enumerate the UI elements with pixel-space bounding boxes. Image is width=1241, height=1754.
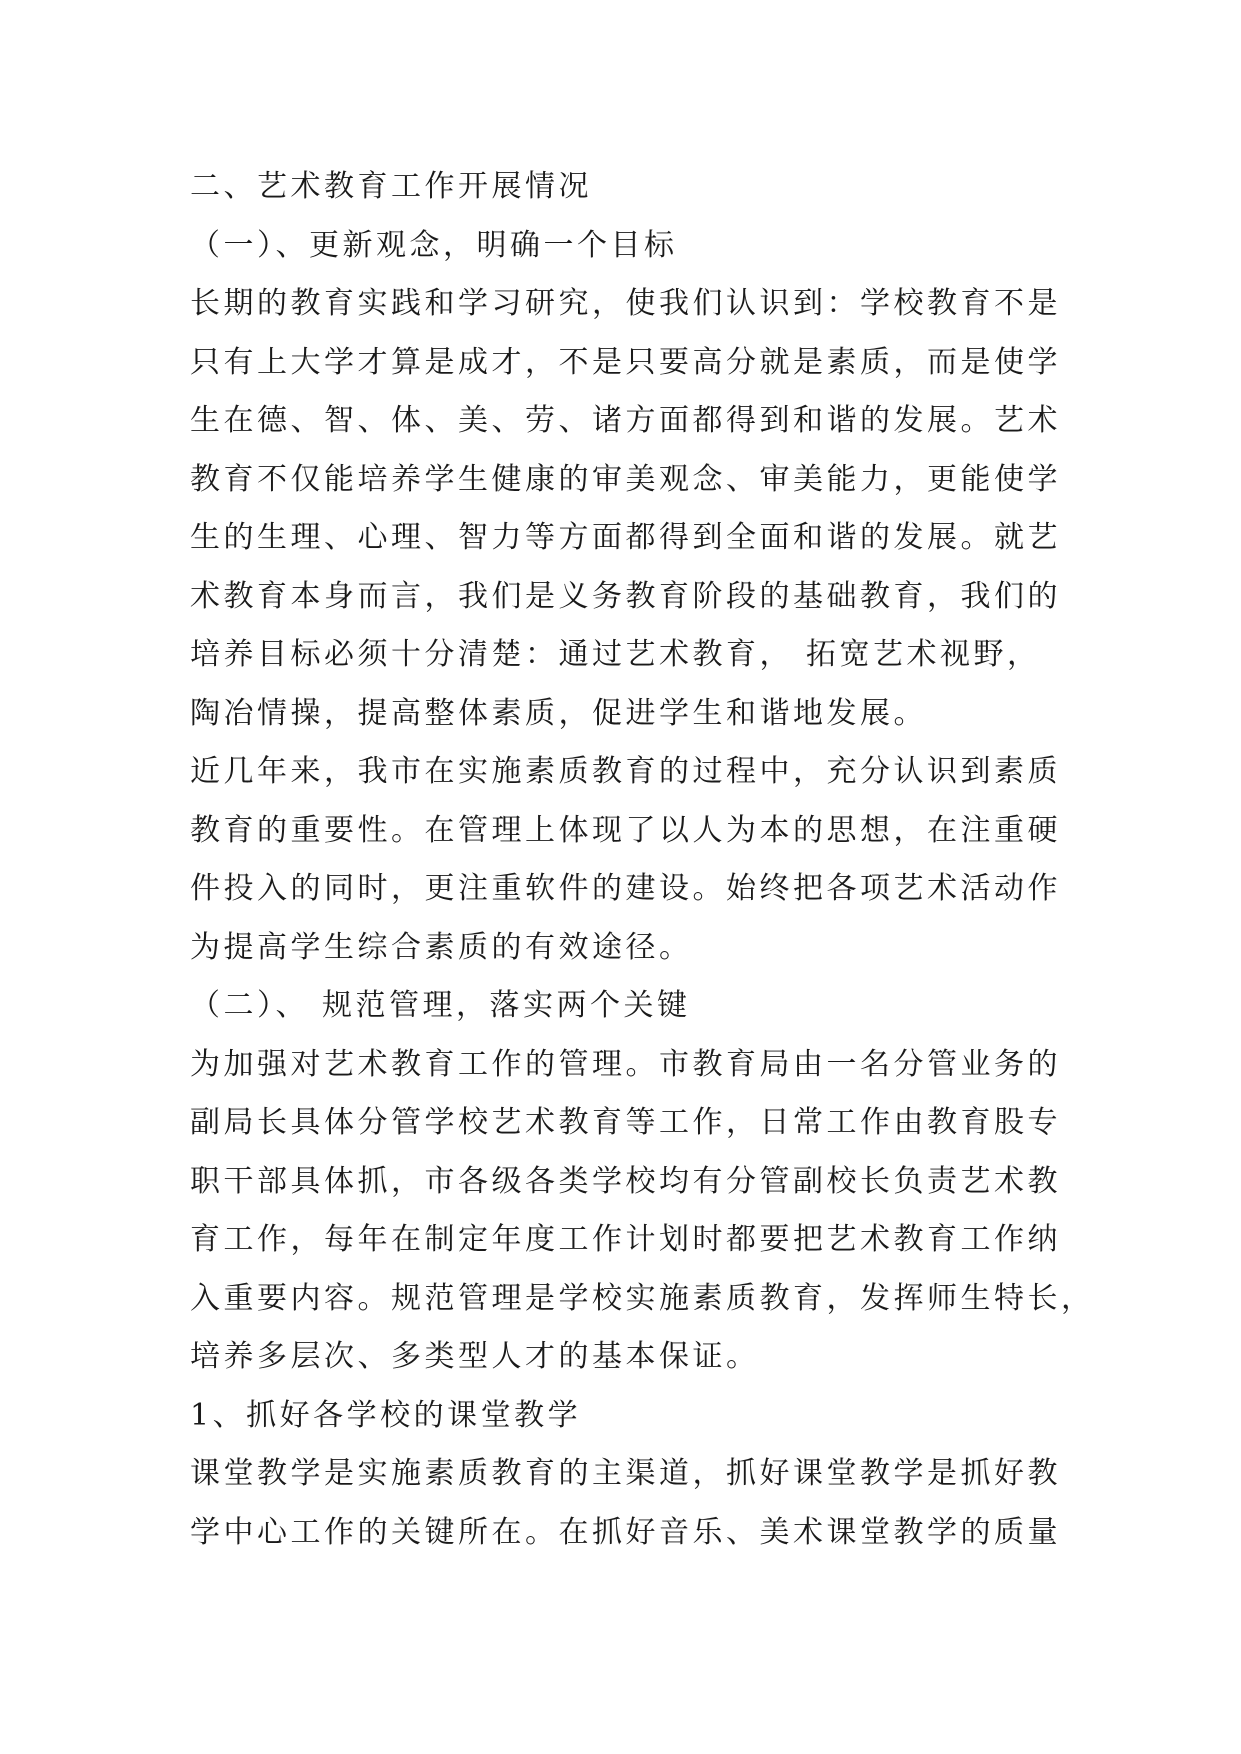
paragraph-line: 长期的教育实践和学习研究，使我们认识到：学校教育不是 xyxy=(190,286,1061,321)
paragraph-line: 职干部具体抓，市各级各类学校均有分管副校长负责艺术教 xyxy=(190,1163,1061,1199)
subsection-heading: （二）、 规范管理，落实两个关键 xyxy=(190,988,691,1023)
paragraph-line: 副局长具体分管学校艺术教育等工作，日常工作由教育股专 xyxy=(190,1105,1061,1140)
document-body xyxy=(190,158,1095,1562)
paragraph-line: 件投入的同时，更注重软件的建设。始终把各项艺术活动作 xyxy=(190,871,1061,906)
paragraph-line: 培养多层次、多类型人才的基本保证。 xyxy=(190,1339,760,1374)
paragraph-line: 培养目标必须十分清楚：通过艺术教育， 拓宽艺术视野， xyxy=(190,637,1041,672)
paragraph-line: 入重要内容。规范管理是学校实施素质教育，发挥师生特长， xyxy=(190,1280,1095,1316)
numbered-heading: 1、抓好各学校的课堂教学 xyxy=(190,1397,582,1433)
paragraph-line: 学中心工作的关键所在。在抓好音乐、美术课堂教学的质量 xyxy=(190,1514,1061,1550)
paragraph-line: 只有上大学才算是成才，不是只要高分就是素质，而是使学 xyxy=(190,344,1061,380)
subsection-heading: （一）、更新观念，明确一个目标 xyxy=(190,227,678,263)
paragraph-line: 教育不仅能培养学生健康的审美观念、审美能力，更能使学 xyxy=(190,461,1061,497)
paragraph-line: 陶冶情操，提高整体素质，促进学生和谐地发展。 xyxy=(190,695,927,731)
paragraph-line: 生的生理、心理、智力等方面都得到全面和谐的发展。就艺 xyxy=(190,520,1061,555)
paragraph-line: 为提高学生综合素质的有效途径。 xyxy=(190,929,693,965)
paragraph-line: 近几年来，我市在实施素质教育的过程中，充分认识到素质 xyxy=(190,754,1061,789)
paragraph-line: 教育的重要性。在管理上体现了以人为本的思想，在注重硬 xyxy=(190,812,1061,848)
paragraph-line: 术教育本身而言，我们是义务教育阶段的基础教育，我们的 xyxy=(190,578,1061,614)
paragraph-line: 为加强对艺术教育工作的管理。市教育局由一名分管业务的 xyxy=(190,1046,1061,1082)
paragraph-line: 育工作，每年在制定年度工作计划时都要把艺术教育工作纳 xyxy=(190,1222,1061,1257)
paragraph-line: 课堂教学是实施素质教育的主渠道，抓好课堂教学是抓好教 xyxy=(190,1456,1061,1491)
paragraph-line: 生在德、智、体、美、劳、诸方面都得到和谐的发展。艺术 xyxy=(190,403,1061,438)
section-heading: 二、艺术教育工作开展情况 xyxy=(190,169,592,204)
